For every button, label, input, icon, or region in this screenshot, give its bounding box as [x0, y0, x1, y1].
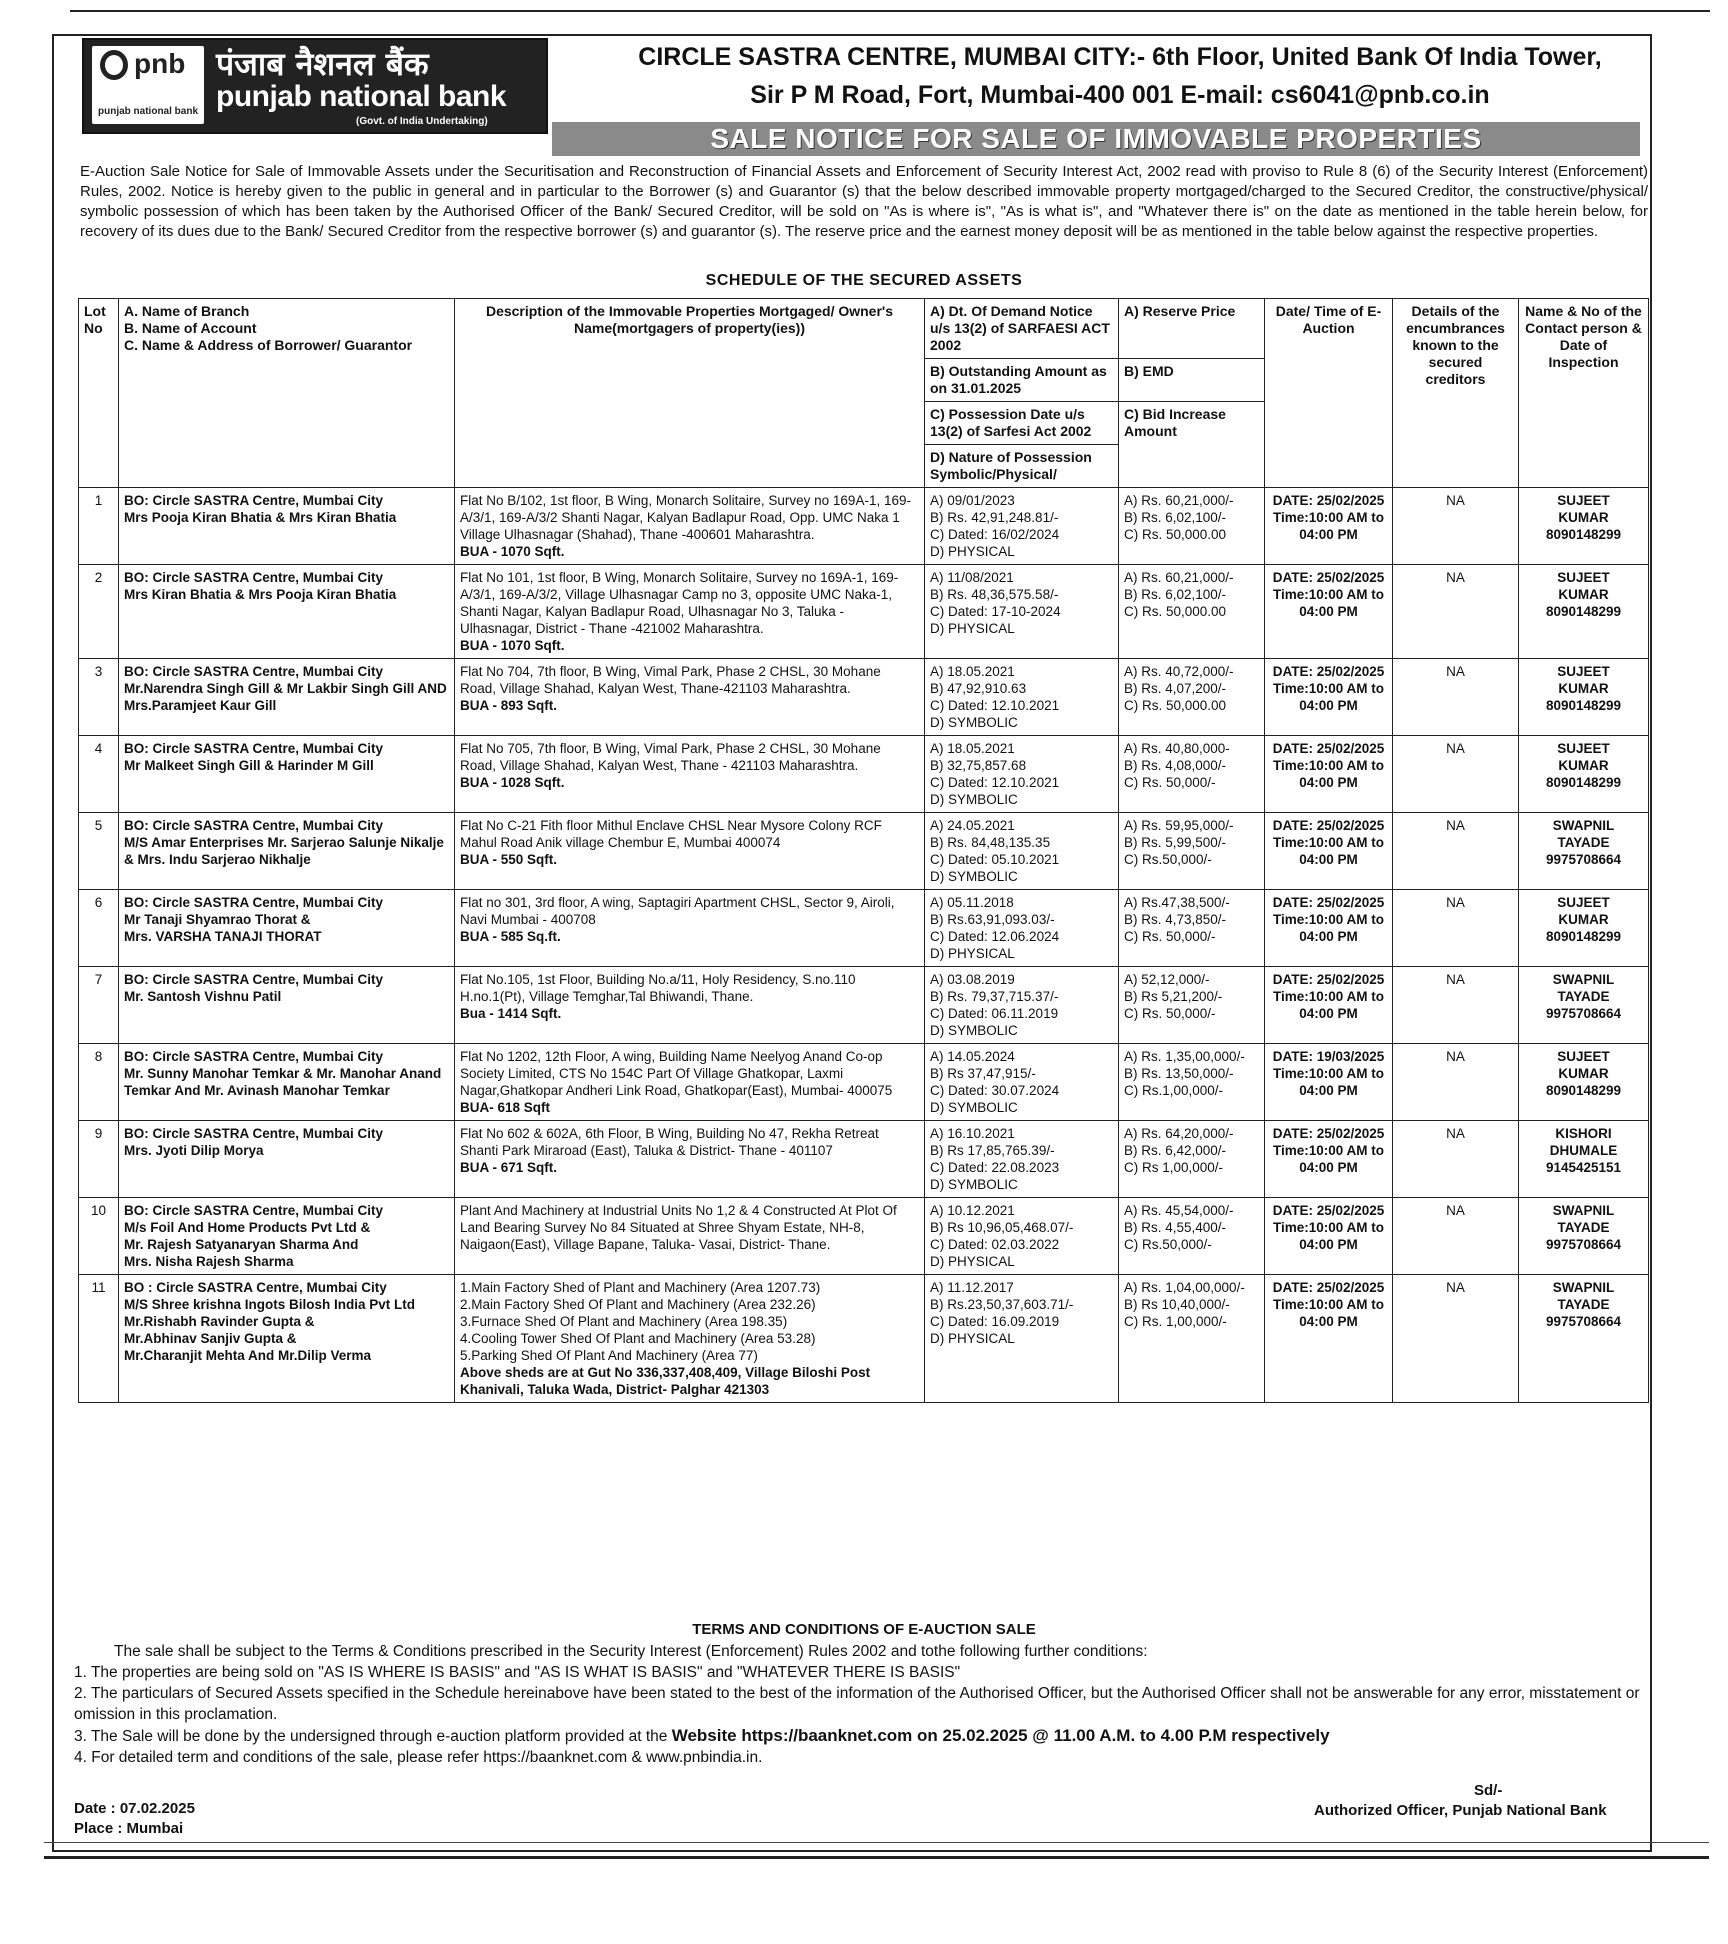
logo-small-text: punjab national bank [98, 106, 199, 117]
reserve-cell-text: A) Rs. 64,20,000/- B) Rs. 6,42,000/- C) Rs 1,00,000/- [1124, 1126, 1234, 1175]
reserve-cell [1119, 736, 1265, 813]
demand-cell [925, 967, 1119, 1044]
pnb-logo [82, 38, 548, 134]
table-header-row [79, 299, 1649, 359]
header-auction-date: Date/ Time of E-Auction [1265, 299, 1393, 488]
table-row [79, 736, 1649, 813]
header-encumbrances: Details of the encumbrances known to the secured creditors [1393, 299, 1519, 488]
contact-cell [1519, 890, 1649, 967]
encumbrance-cell [1393, 967, 1519, 1044]
contact-cell [1519, 967, 1649, 1044]
demand-cell [925, 1275, 1119, 1403]
branch-cell [119, 659, 455, 736]
circle-address-line1: CIRCLE SASTRA CENTRE, MUMBAI CITY:- 6th Floor, United Bank Of India Tower, [638, 43, 1602, 71]
auction-date-cell [1265, 736, 1393, 813]
encumbrance-cell-text: NA [1446, 570, 1465, 585]
branch-cell-text: BO: Circle SASTRA Centre, Mumbai City Mrs. Jyoti Dilip Morya [124, 1126, 384, 1158]
reserve-cell-text: A) Rs. 45,54,000/- B) Rs. 4,55,400/- C) Rs.50,000/- [1124, 1203, 1234, 1252]
demand-cell [925, 890, 1119, 967]
auction-date-cell [1265, 659, 1393, 736]
reserve-cell-text: A) Rs.47,38,500/- B) Rs. 4,73,850/- C) Rs. 50,000/- [1124, 895, 1230, 944]
lot-cell [79, 736, 119, 813]
lot-cell [79, 813, 119, 890]
contact-cell [1519, 659, 1649, 736]
demand-cell-text: A) 18.05.2021 B) 47,92,910.63 C) Dated: 12.10.2021 D) SYMBOLIC [930, 664, 1060, 730]
lot-cell-text: 3 [94, 664, 103, 679]
description-cell-text: Flat no 301, 3rd floor, A wing, Saptagiri Apartment CHSL, Sector 9, Airoli, Navi Mumbai - 400708 [460, 895, 895, 927]
bua-text: BUA - 1070 Sqft. [460, 638, 565, 653]
lot-cell [79, 488, 119, 565]
table-row [79, 1121, 1649, 1198]
reserve-cell-text: A) Rs. 1,04,00,000/- B) Rs 10,40,000/- C) Rs. 1,00,000/- [1124, 1280, 1245, 1329]
table-row [79, 565, 1649, 659]
demand-cell-text: A) 09/01/2023 B) Rs. 42,91,248.81/- C) Dated: 16/02/2024 D) PHYSICAL [930, 493, 1060, 559]
header-reserve-c: C) Bid Increase Amount [1119, 402, 1265, 488]
header-demand-a: A) Dt. Of Demand Notice u/s 13(2) of SARFAESI ACT 2002 [925, 299, 1119, 359]
description-cell [455, 1198, 925, 1275]
auction-date-cell [1265, 967, 1393, 1044]
table-row [79, 813, 1649, 890]
term-1: 1. The properties are being sold on "AS IS WHERE IS BASIS" and "AS IS WHAT IS BASIS" and "WHATEVER THERE IS BASIS" [74, 1664, 961, 1681]
branch-cell [119, 1044, 455, 1121]
reserve-cell-text: A) Rs. 40,80,000- B) Rs. 4,08,000/- C) Rs. 50,000/- [1124, 741, 1230, 790]
auction-date-cell [1265, 565, 1393, 659]
branch-cell-text: BO: Circle SASTRA Centre, Mumbai City Mrs Pooja Kiran Bhatia & Mrs Kiran Bhatia [124, 493, 397, 525]
term-3-website: Website https://baanknet.com on 25.02.2025 @ 11.00 A.M. to 4.00 P.M respectively [671, 1726, 1330, 1745]
branch-cell-text: BO : Circle SASTRA Centre, Mumbai City M/S Shree krishna Ingots Bilosh India Pvt Ltd Mr.Rishabh Ravinder Gupta & Mr.Abhinav Sanjiv Gupta & Mr.Charanjit Mehta And Mr.Dilip Verma [124, 1280, 416, 1363]
description-cell-text: Flat No 1202, 12th Floor, A wing, Building Name Neelyog Anand Co-op Society Limited, CTS No 154C Part Of Village Ghatkopar, Laxmi Nagar,Ghatkopar Andheri Link Road, Ghatkopar(East), Mumbai- 400075 [460, 1049, 893, 1098]
description-cell [455, 1044, 925, 1121]
description-cell [455, 659, 925, 736]
header-contact: Name & No of the Contact person & Date of Inspection [1519, 299, 1649, 488]
branch-cell-text: BO: Circle SASTRA Centre, Mumbai City Mr Malkeet Singh Gill & Harinder M Gill [124, 741, 384, 773]
circle-address [620, 38, 1620, 114]
signature-sd: Sd/- [1474, 1782, 1503, 1799]
branch-cell-text: BO: Circle SASTRA Centre, Mumbai City Mr. Sunny Manohar Temkar & Mr. Manohar Anand Temkar And Mr. Avinash Manohar Temkar [124, 1049, 442, 1098]
contact-cell-text: SWAPNIL TAYADE 9975708664 [1545, 972, 1622, 1021]
auction-date-cell [1265, 813, 1393, 890]
auction-date-cell [1265, 488, 1393, 565]
bua-text: Bua - 1414 Sqft. [460, 1006, 562, 1021]
branch-cell [119, 967, 455, 1044]
header-reserve-b: B) EMD [1119, 359, 1265, 402]
encumbrance-cell-text: NA [1446, 1049, 1465, 1064]
auction-date-cell-text: DATE: 25/02/2025 Time:10:00 AM to 04:00 PM [1272, 664, 1385, 713]
branch-cell [119, 565, 455, 659]
reserve-cell-text: A) 52,12,000/- B) Rs 5,21,200/- C) Rs. 50,000/- [1124, 972, 1223, 1021]
reserve-cell [1119, 488, 1265, 565]
description-cell [455, 1275, 925, 1403]
demand-cell [925, 488, 1119, 565]
term-4: 4. For detailed term and conditions of the sale, please refer https://baanknet.com & www.pnbindia.in. [74, 1749, 763, 1766]
encumbrance-cell-text: NA [1446, 1280, 1465, 1295]
secured-assets-table [78, 298, 1649, 1403]
encumbrance-cell-text: NA [1446, 818, 1465, 833]
demand-cell-text: A) 05.11.2018 B) Rs.63,91,093.03/- C) Dated: 12.06.2024 D) PHYSICAL [930, 895, 1060, 961]
table-row [79, 1198, 1649, 1275]
contact-cell [1519, 565, 1649, 659]
bua-text: BUA- 618 Sqft [460, 1100, 551, 1115]
reserve-cell [1119, 813, 1265, 890]
lot-cell [79, 1275, 119, 1403]
header-description: Description of the Immovable Properties Mortgaged/ Owner's Name(mortgagers of property(ies)) [455, 299, 925, 488]
contact-cell-text: SUJEET KUMAR 8090148299 [1545, 493, 1622, 542]
lot-cell-text: 11 [91, 1280, 106, 1295]
terms-intro: The sale shall be subject to the Terms & Conditions prescribed in the Security Interest (Enforcement) Rules 2002 and tothe following further conditions: [114, 1643, 1148, 1660]
header-branch: A. Name of Branch B. Name of Account C. Name & Address of Borrower/ Guarantor [119, 299, 455, 488]
description-cell [455, 1121, 925, 1198]
notice-date: Date : 07.02.2025 [74, 1800, 195, 1817]
contact-cell-text: SUJEET KUMAR 8090148299 [1545, 664, 1622, 713]
lot-cell [79, 890, 119, 967]
reserve-cell [1119, 1121, 1265, 1198]
contact-cell-text: SUJEET KUMAR 8090148299 [1545, 570, 1622, 619]
branch-cell [119, 736, 455, 813]
table-row [79, 890, 1649, 967]
intro-paragraph: E-Auction Sale Notice for Sale of Immovable Assets under the Securitisation and Reconstruction of Financial Assets and Enforcement of Security Interest Act, 2002 read with proviso to Rule 8 (6) of the Security Interest (Enforcement) Rules, 2002. Notice is hereby given to the public in general and in particular to the Borrower (s) and Guarantor (s) that the below described immovable property mortgaged/charged to the Secured Creditor, the constructive/physical/ symbolic possession of which has been taken by the Authorised Officer of the Bank/ Secured Creditor, will be sold on "As is where is", "As is what is", and "Whatever there is" on the date as mentioned in the table herein below, for recovery of its dues due to the Bank/ Secured Creditor from the respective borrower (s) and guarantor (s). The reserve price and the earnest money deposit will be as mentioned in the table below against the respective properties. [80, 163, 1648, 240]
header-demand-c: C) Possession Date u/s 13(2) of Sarfesi Act 2002 [925, 402, 1119, 445]
contact-cell-text: SUJEET KUMAR 8090148299 [1545, 895, 1622, 944]
demand-cell-text: A) 11/08/2021 B) Rs. 48,36,575.58/- C) Dated: 17-10-2024 D) PHYSICAL [930, 570, 1061, 636]
description-cell-text: Flat No 602 & 602A, 6th Floor, B Wing, Building No 47, Rekha Retreat Shanti Park Miraroad (East), Taluka & District- Thane - 401107 [460, 1126, 879, 1158]
demand-cell [925, 813, 1119, 890]
encumbrance-cell [1393, 813, 1519, 890]
reserve-cell [1119, 1044, 1265, 1121]
demand-cell [925, 1198, 1119, 1275]
branch-cell [119, 1198, 455, 1275]
contact-cell [1519, 813, 1649, 890]
bua-text: BUA - 585 Sq.ft. [460, 929, 561, 944]
demand-cell [925, 659, 1119, 736]
logo-subtext: (Govt. of India Undertaking) [356, 116, 488, 127]
encumbrance-cell [1393, 565, 1519, 659]
lot-cell [79, 1121, 119, 1198]
auction-date-cell-text: DATE: 25/02/2025 Time:10:00 AM to 04:00 PM [1272, 493, 1385, 542]
description-cell-text: Flat No 705, 7th floor, B Wing, Vimal Park, Phase 2 CHSL, 30 Mohane Road, Village Shahad, Kalyan West, Thane - 421103 Maharashtra. [460, 741, 881, 773]
contact-cell [1519, 1275, 1649, 1403]
lot-cell [79, 1044, 119, 1121]
lot-cell [79, 1198, 119, 1275]
lot-cell [79, 967, 119, 1044]
contact-cell-text: SUJEET KUMAR 8090148299 [1545, 1049, 1622, 1098]
branch-cell [119, 1275, 455, 1403]
description-cell [455, 813, 925, 890]
demand-cell-text: A) 14.05.2024 B) Rs 37,47,915/- C) Dated: 30.07.2024 D) SYMBOLIC [930, 1049, 1060, 1115]
term-3-text: 3. The Sale will be done by the undersigned through e-auction platform provided at the [74, 1728, 672, 1745]
header-demand-b: B) Outstanding Amount as on 31.01.2025 [925, 359, 1119, 402]
header-reserve-a: A) Reserve Price [1119, 299, 1265, 359]
lot-cell [79, 565, 119, 659]
encumbrance-cell [1393, 736, 1519, 813]
encumbrance-cell-text: NA [1446, 1203, 1465, 1218]
contact-cell-text: SUJEET KUMAR 8090148299 [1545, 741, 1622, 790]
encumbrance-cell [1393, 1275, 1519, 1403]
lot-cell-text: 8 [94, 1049, 103, 1064]
auction-date-cell [1265, 1121, 1393, 1198]
encumbrance-cell-text: NA [1446, 664, 1465, 679]
term-2: 2. The particulars of Secured Assets specified in the Schedule hereinabove have been stated to the best of the information of the Authorised Officer, but the Authorised Officer shall not be answerable for any error, misstatement or omission in this proclamation. [74, 1685, 1640, 1723]
auction-date-cell [1265, 1198, 1393, 1275]
auction-date-cell-text: DATE: 25/02/2025 Time:10:00 AM to 04:00 PM [1272, 570, 1385, 619]
lot-cell-text: 10 [90, 1203, 107, 1218]
contact-cell [1519, 1044, 1649, 1121]
contact-cell-text: SWAPNIL TAYADE 9975708664 [1545, 818, 1622, 867]
demand-cell-text: A) 03.08.2019 B) Rs. 79,37,715.37/- C) Dated: 06.11.2019 D) SYMBOLIC [930, 972, 1059, 1038]
logo-pnb-text: pnb [134, 48, 186, 79]
branch-cell-text: BO: Circle SASTRA Centre, Mumbai City M/S Amar Enterprises Mr. Sarjerao Salunje Nikalje & Mrs. Indu Sarjerao Nikhalje [124, 818, 444, 867]
auction-date-cell-text: DATE: 25/02/2025 Time:10:00 AM to 04:00 PM [1272, 895, 1385, 944]
bua-text: BUA - 671 Sqft. [460, 1160, 558, 1175]
branch-cell-text: BO: Circle SASTRA Centre, Mumbai City M/s Foil And Home Products Pvt Ltd & Mr. Rajesh Satyanaryan Sharma And Mrs. Nisha Rajesh Sharma [124, 1203, 384, 1269]
demand-cell-text: A) 24.05.2021 B) Rs. 84,48,135.35 C) Dated: 05.10.2021 D) SYMBOLIC [930, 818, 1060, 884]
lot-cell-text: 1 [94, 493, 103, 508]
demand-cell-text: A) 18.05.2021 B) 32,75,857.68 C) Dated: 12.10.2021 D) SYMBOLIC [930, 741, 1060, 807]
logo-mark [92, 46, 204, 124]
demand-cell [925, 1121, 1119, 1198]
description-cell-text: Flat No 101, 1st floor, B Wing, Monarch Solitaire, Survey no 169A-1, 169-A/3/1, 169-A/3/2, Village Ulhasnagar Camp no 3, opposite UMC Naka-1, Shanti Nagar, Kalyan Badlapur Road, Ulhasnagar No 3, Taluka - Ulhasnagar, District - Thane -421002 Maharashtra. [460, 570, 899, 636]
encumbrance-cell-text: NA [1446, 972, 1465, 987]
auction-date-cell-text: DATE: 25/02/2025 Time:10:00 AM to 04:00 PM [1272, 741, 1385, 790]
encumbrance-cell-text: NA [1446, 741, 1465, 756]
notice-place: Place : Mumbai [74, 1820, 184, 1837]
branch-cell [119, 813, 455, 890]
auction-date-cell-text: DATE: 25/02/2025 Time:10:00 AM to 04:00 PM [1272, 818, 1385, 867]
encumbrance-cell-text: NA [1446, 895, 1465, 910]
reserve-cell-text: A) Rs. 59,95,000/- B) Rs. 5,99,500/- C) Rs.50,000/- [1124, 818, 1234, 867]
bua-text: BUA - 1070 Sqft. [460, 544, 565, 559]
pnb-emblem-icon [100, 50, 128, 80]
contact-cell [1519, 736, 1649, 813]
lot-cell-text: 5 [94, 818, 103, 833]
encumbrance-cell [1393, 1198, 1519, 1275]
branch-cell [119, 890, 455, 967]
auction-date-cell-text: DATE: 25/02/2025 Time:10:00 AM to 04:00 PM [1272, 972, 1385, 1021]
description-cell-text: Flat No C-21 Fith floor Mithul Enclave CHSL Near Mysore Colony RCF Mahul Road Anik village Chembur E, Mumbai 400074 [460, 818, 882, 850]
reserve-cell-text: A) Rs. 40,72,000/- B) Rs. 4,07,200/- C) Rs. 50,000.00 [1124, 664, 1234, 713]
branch-cell-text: BO: Circle SASTRA Centre, Mumbai City Mr.Narendra Singh Gill & Mr Lakbir Singh Gill AND Mrs.Paramjeet Kaur Gill [124, 664, 447, 713]
branch-cell-text: BO: Circle SASTRA Centre, Mumbai City Mr. Santosh Vishnu Patil [124, 972, 384, 1004]
bua-text: BUA - 1028 Sqft. [460, 775, 565, 790]
contact-cell-text: KISHORI DHUMALE 9145425151 [1545, 1126, 1622, 1175]
authorized-officer: Authorized Officer, Punjab National Bank [1314, 1802, 1607, 1819]
description-cell-text: 1.Main Factory Shed of Plant and Machinery (Area 1207.73) 2.Main Factory Shed Of Plant and Machinery (Area 232.26) 3.Furnace Shed Of Plant and Machinery (Area 198.35) 4.Cooling Tower Shed Of Plant and Machinery (Area 53.28) 5.Parking Shed Of Plant And Machinery (Area 77) [460, 1280, 821, 1363]
lot-cell-text: 9 [94, 1126, 103, 1141]
reserve-cell [1119, 890, 1265, 967]
contact-cell [1519, 1198, 1649, 1275]
bua-text: Above sheds are at Gut No 336,337,408,409, Village Biloshi Post Khanivali, Taluka Wada, District- Palghar 421303 [460, 1365, 871, 1397]
contact-cell-text: SWAPNIL TAYADE 9975708664 [1545, 1203, 1622, 1252]
bua-text: BUA - 893 Sqft. [460, 698, 558, 713]
auction-date-cell-text: DATE: 25/02/2025 Time:10:00 AM to 04:00 PM [1272, 1126, 1385, 1175]
lot-cell-text: 4 [94, 741, 103, 756]
table-row [79, 488, 1649, 565]
table-row [79, 1044, 1649, 1121]
description-cell-text: Flat No B/102, 1st floor, B Wing, Monarch Solitaire, Survey no 169A-1, 169-A/3/1, 169-A/3/2 Shanti Nagar, Kalyan Badlapur Road, Opp. UMC Naka 1 Village Ulhasnagar (Shahad), Thane -400601 Maharashtra. [460, 493, 911, 542]
description-cell [455, 488, 925, 565]
reserve-cell [1119, 659, 1265, 736]
logo-english-text: punjab national bank [216, 80, 507, 113]
asset-rows [79, 488, 1649, 1403]
sale-notice-banner: SALE NOTICE FOR SALE OF IMMOVABLE PROPERTIES [552, 122, 1640, 156]
table-row [79, 659, 1649, 736]
lot-cell-text: 2 [94, 570, 103, 585]
demand-cell [925, 1044, 1119, 1121]
encumbrance-cell [1393, 488, 1519, 565]
auction-date-cell-text: DATE: 25/02/2025 Time:10:00 AM to 04:00 PM [1272, 1280, 1385, 1329]
demand-cell-text: A) 16.10.2021 B) Rs 17,85,765.39/- C) Dated: 22.08.2023 D) SYMBOLIC [930, 1126, 1060, 1192]
description-cell-text: Flat No 704, 7th floor, B Wing, Vimal Park, Phase 2 CHSL, 30 Mohane Road, Village Shahad, Kalyan West, Thane-421103 Maharashtra. [460, 664, 881, 696]
branch-cell [119, 488, 455, 565]
encumbrance-cell [1393, 890, 1519, 967]
encumbrance-cell [1393, 1121, 1519, 1198]
reserve-cell [1119, 565, 1265, 659]
auction-date-cell-text: DATE: 25/02/2025 Time:10:00 AM to 04:00 PM [1272, 1203, 1385, 1252]
circle-address-line2: Sir P M Road, Fort, Mumbai-400 001 E-mail: cs6041@pnb.co.in [750, 81, 1490, 109]
encumbrance-cell-text: NA [1446, 1126, 1465, 1141]
auction-date-cell [1265, 890, 1393, 967]
encumbrance-cell [1393, 659, 1519, 736]
reserve-cell [1119, 967, 1265, 1044]
header-lot: Lot No [79, 299, 119, 488]
schedule-title: SCHEDULE OF THE SECURED ASSETS [705, 272, 1023, 289]
reserve-cell-text: A) Rs. 1,35,00,000/- B) Rs. 13,50,000/- C) Rs.1,00,000/- [1124, 1049, 1245, 1098]
contact-cell [1519, 488, 1649, 565]
encumbrance-cell [1393, 1044, 1519, 1121]
table-row [79, 967, 1649, 1044]
contact-cell [1519, 1121, 1649, 1198]
logo-hindi-text: पंजाब नैशनल बैंक [216, 45, 429, 83]
reserve-cell-text: A) Rs. 60,21,000/- B) Rs. 6,02,100/- C) Rs. 50,000.00 [1124, 493, 1234, 542]
demand-cell [925, 736, 1119, 813]
branch-cell-text: BO: Circle SASTRA Centre, Mumbai City Mrs Kiran Bhatia & Mrs Pooja Kiran Bhatia [124, 570, 397, 602]
reserve-cell [1119, 1275, 1265, 1403]
bua-text: BUA - 550 Sqft. [460, 852, 558, 867]
contact-cell-text: SWAPNIL TAYADE 9975708664 [1545, 1280, 1622, 1329]
auction-date-cell [1265, 1275, 1393, 1403]
description-cell [455, 565, 925, 659]
demand-cell-text: A) 10.12.2021 B) Rs 10,96,05,468.07/- C) Dated: 02.03.2022 D) PHYSICAL [930, 1203, 1074, 1269]
demand-cell [925, 565, 1119, 659]
lot-cell-text: 7 [94, 972, 103, 987]
encumbrance-cell-text: NA [1446, 493, 1465, 508]
lot-cell [79, 659, 119, 736]
top-rule [70, 10, 1710, 12]
branch-cell [119, 1121, 455, 1198]
reserve-cell [1119, 1198, 1265, 1275]
bottom-thin-rule [44, 1842, 1709, 1843]
description-cell [455, 736, 925, 813]
reserve-cell-text: A) Rs. 60,21,000/- B) Rs. 6,02,100/- C) Rs. 50,000.00 [1124, 570, 1234, 619]
auction-date-cell [1265, 1044, 1393, 1121]
terms-title: TERMS AND CONDITIONS OF E-AUCTION SALE [692, 1621, 1036, 1638]
description-cell-text: Plant And Machinery at Industrial Units No 1,2 & 4 Constructed At Plot Of Land Bearing Survey No 84 Situated at Shree Shyam Estate, NH-8, Naigaon(East), Village Bapane, Taluka- Vasai, District- Thane. [460, 1203, 897, 1252]
description-cell-text: Flat No.105, 1st Floor, Building No.a/11, Holy Residency, S.no.110 H.no.1(Pt), Village Temghar,Tal Bhiwandi, Thane. [460, 972, 856, 1004]
bottom-rule [44, 1856, 1709, 1859]
terms-list [74, 1641, 1674, 1768]
table-row [79, 1275, 1649, 1403]
term-3 [74, 1725, 1674, 1747]
auction-date-cell-text: DATE: 19/03/2025 Time:10:00 AM to 04:00 PM [1272, 1049, 1385, 1098]
lot-cell-text: 6 [94, 895, 103, 910]
demand-cell-text: A) 11.12.2017 B) Rs.23,50,37,603.71/- C) Dated: 16.09.2019 D) PHYSICAL [930, 1280, 1074, 1346]
description-cell [455, 890, 925, 967]
description-cell [455, 967, 925, 1044]
header-demand-d: D) Nature of Possession Symbolic/Physical/ [925, 445, 1119, 488]
branch-cell-text: BO: Circle SASTRA Centre, Mumbai City Mr Tanaji Shyamrao Thorat & Mrs. VARSHA TANAJI THORAT [124, 895, 384, 944]
